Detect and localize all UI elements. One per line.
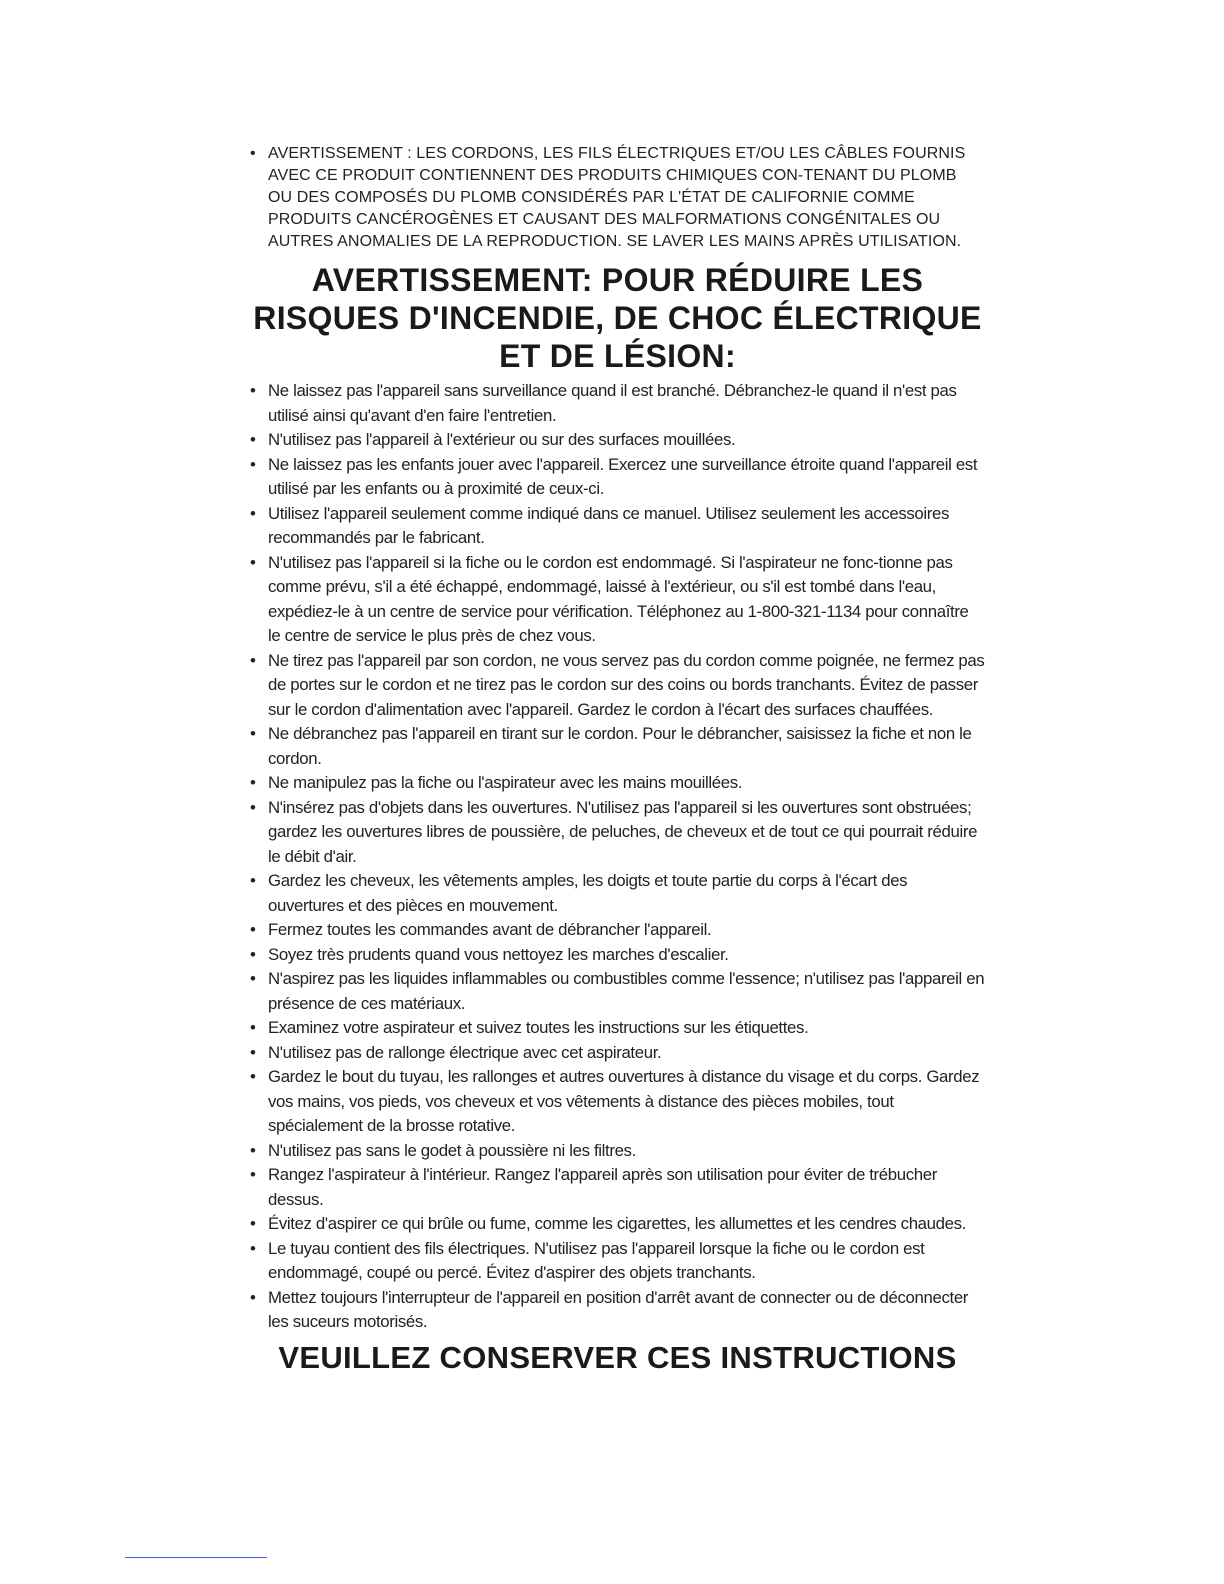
- list-item: [250, 1016, 985, 1041]
- list-item: [250, 967, 985, 1016]
- bullet-dot: •: [250, 1140, 256, 1160]
- bullet-dot: •: [250, 650, 256, 670]
- list-item-text: Ne manipulez pas la fiche ou l'aspirateur avec les mains mouillées.: [268, 773, 743, 792]
- bullet-dot: •: [250, 871, 256, 890]
- bullet-dot: •: [250, 1067, 256, 1086]
- bullet-dot: •: [250, 430, 256, 449]
- list-item: [250, 1212, 985, 1237]
- list-item-text: Ne laissez pas l'appareil sans surveillance quand il est branché. Débranchez-le quand il n'est pas utilisé ainsi qu'avant d'en faire l'entretien.: [268, 381, 957, 425]
- list-item-text: Examinez votre aspirateur et suivez toutes les instructions sur les étiquettes.: [268, 1018, 809, 1037]
- list-item-text: N'utilisez pas l'appareil si la fiche ou le cordon est endommagé. Si l'aspirateur ne fonc-tionne pas comme prévu, s'il a été échappé, endommagé, laissé à l'extérieur, ou s'il est tombé dans l'eau, expédiez-le à un centre de service pour vérification. Téléphonez au 1-800-321-1134 pour connaître le centre de service le plus près de chez vous.: [268, 552, 969, 645]
- bullet-dot: •: [250, 1042, 256, 1062]
- list-item: [250, 869, 985, 918]
- bullet-dot: •: [250, 969, 256, 988]
- bullet-dot: •: [250, 552, 256, 572]
- list-item: [250, 918, 985, 943]
- list-item: [250, 1163, 985, 1212]
- list-item: [250, 1065, 985, 1139]
- list-item: [250, 1041, 985, 1066]
- list-item: [250, 551, 985, 649]
- list-item: [250, 502, 985, 551]
- bullet-dot: •: [250, 1214, 256, 1233]
- prop65-warning: [250, 143, 985, 253]
- warning-list: [250, 379, 985, 1335]
- closing-heading-text: VEUILLEZ CONSERVER CES INSTRUCTIONS: [278, 1339, 957, 1375]
- bullet-dot: •: [250, 1165, 256, 1184]
- list-item: [250, 453, 985, 502]
- list-item: [250, 771, 985, 796]
- bullet-dot: •: [250, 773, 256, 792]
- list-item-text: Ne tirez pas l'appareil par son cordon, ne vous servez pas du cordon comme poignée, ne fermez pas de portes sur le cordon et ne tirez pas le cordon sur des coins ou bords tranchants. Évitez de passer sur le cordon d'alimentation avec l'appareil. Gardez le cordon à l'écart des surfaces chauffées.: [268, 650, 985, 719]
- list-item-text: Utilisez l'appareil seulement comme indiqué dans ce manuel. Utilisez seulement les accessoires recommandés par le fabricant.: [268, 503, 950, 547]
- safety-heading-line-3: ET DE LÉSION:: [499, 338, 736, 374]
- closing-heading: [250, 1339, 985, 1377]
- list-item: [250, 1286, 985, 1335]
- bullet-dot: •: [250, 797, 256, 817]
- bullet-dot: •: [250, 1238, 256, 1258]
- bullet-dot: •: [250, 944, 256, 964]
- bullet-dot: •: [250, 381, 256, 400]
- list-item: [250, 1237, 985, 1286]
- footer-rule: [125, 1557, 267, 1558]
- list-item-text: Ne laissez pas les enfants jouer avec l'appareil. Exercez une surveillance étroite quand l'appareil est utilisé par les enfants ou à proximité de ceux-ci.: [268, 454, 978, 498]
- prop65-warning-text: AVERTISSEMENT : LES CORDONS, LES FILS ÉLECTRIQUES ET/OU LES CÂBLES FOURNIS AVEC CE PRODUIT CONTIENNENT DES PRODUITS CHIMIQUES CON-TENANT DU PLOMB OU DES COMPOSÉS DU PLOMB CONSIDÉRÉS PAR L'ÉTAT DE CALIFORNIE COMME PRODUITS CANCÉROGÈNES ET CAUSANT DES MALFORMATIONS CONGÉNITALES OU AUTRES ANOMALIES DE LA REPRODUCTION. SE LAVER LES MAINS APRÈS UTILISATION.: [268, 145, 966, 250]
- list-item-text: Soyez très prudents quand vous nettoyez les marches d'escalier.: [268, 944, 729, 964]
- document-body: [250, 143, 985, 1377]
- list-item: [250, 796, 985, 870]
- list-item-text: N'utilisez pas l'appareil à l'extérieur ou sur des surfaces mouillées.: [268, 430, 736, 449]
- bullet-dot: •: [250, 1287, 256, 1307]
- list-item-text: Gardez le bout du tuyau, les rallonges et autres ouvertures à distance du visage et du corps. Gardez vos mains, vos pieds, vos cheveux et vos vêtements à distance des pièces mobiles, tout spécialement de la brosse rotative.: [268, 1067, 980, 1135]
- safety-heading: [250, 261, 985, 375]
- list-item-text: Rangez l'aspirateur à l'intérieur. Rangez l'appareil après son utilisation pour éviter de trébucher dessus.: [268, 1165, 937, 1209]
- list-item-text: Mettez toujours l'interrupteur de l'appareil en position d'arrêt avant de connecter ou de déconnecter les suceurs motorisés.: [268, 1287, 969, 1331]
- list-item-text: Le tuyau contient des fils électriques. N'utilisez pas l'appareil lorsque la fiche ou le cordon est endommagé, coupé ou percé. Évitez d'aspirer des objets tranchants.: [268, 1238, 925, 1282]
- bullet-dot: •: [250, 1018, 256, 1037]
- bullet-dot: •: [250, 454, 256, 474]
- list-item-text: N'aspirez pas les liquides inflammables ou combustibles comme l'essence; n'utilisez pas l'appareil en présence de ces matériaux.: [268, 969, 985, 1013]
- bullet-dot: •: [250, 920, 256, 939]
- safety-heading-line-1: AVERTISSEMENT: POUR RÉDUIRE LES: [311, 262, 924, 298]
- list-item: [250, 722, 985, 771]
- list-item-text: Gardez les cheveux, les vêtements amples, les doigts et toute partie du corps à l'écart des ouvertures et des pièces en mouvement.: [268, 871, 908, 915]
- list-item: [250, 379, 985, 428]
- list-item: [250, 428, 985, 453]
- list-item-text: N'utilisez pas sans le godet à poussière ni les filtres.: [268, 1140, 636, 1160]
- list-item: [250, 649, 985, 723]
- safety-heading-line-2: RISQUES D'INCENDIE, DE CHOC ÉLECTRIQUE: [253, 300, 982, 336]
- list-item-text: N'utilisez pas de rallonge électrique avec cet aspirateur.: [268, 1042, 662, 1062]
- list-item: [250, 943, 985, 968]
- bullet-dot: •: [250, 145, 256, 162]
- list-item: [250, 1139, 985, 1164]
- bullet-dot: •: [250, 724, 256, 743]
- list-item-text: Fermez toutes les commandes avant de débrancher l'appareil.: [268, 920, 712, 939]
- list-item-text: N'insérez pas d'objets dans les ouvertures. N'utilisez pas l'appareil si les ouvertures sont obstruées; gardez les ouvertures libres de poussière, de peluches, de cheveux et de tout ce qui pourrait réduire le débit d'air.: [268, 797, 978, 866]
- list-item-text: Évitez d'aspirer ce qui brûle ou fume, comme les cigarettes, les allumettes et les cendres chaudes.: [268, 1214, 966, 1233]
- list-item-text: Ne débranchez pas l'appareil en tirant sur le cordon. Pour le débrancher, saisissez la fiche et non le cordon.: [268, 724, 972, 768]
- bullet-dot: •: [250, 503, 256, 523]
